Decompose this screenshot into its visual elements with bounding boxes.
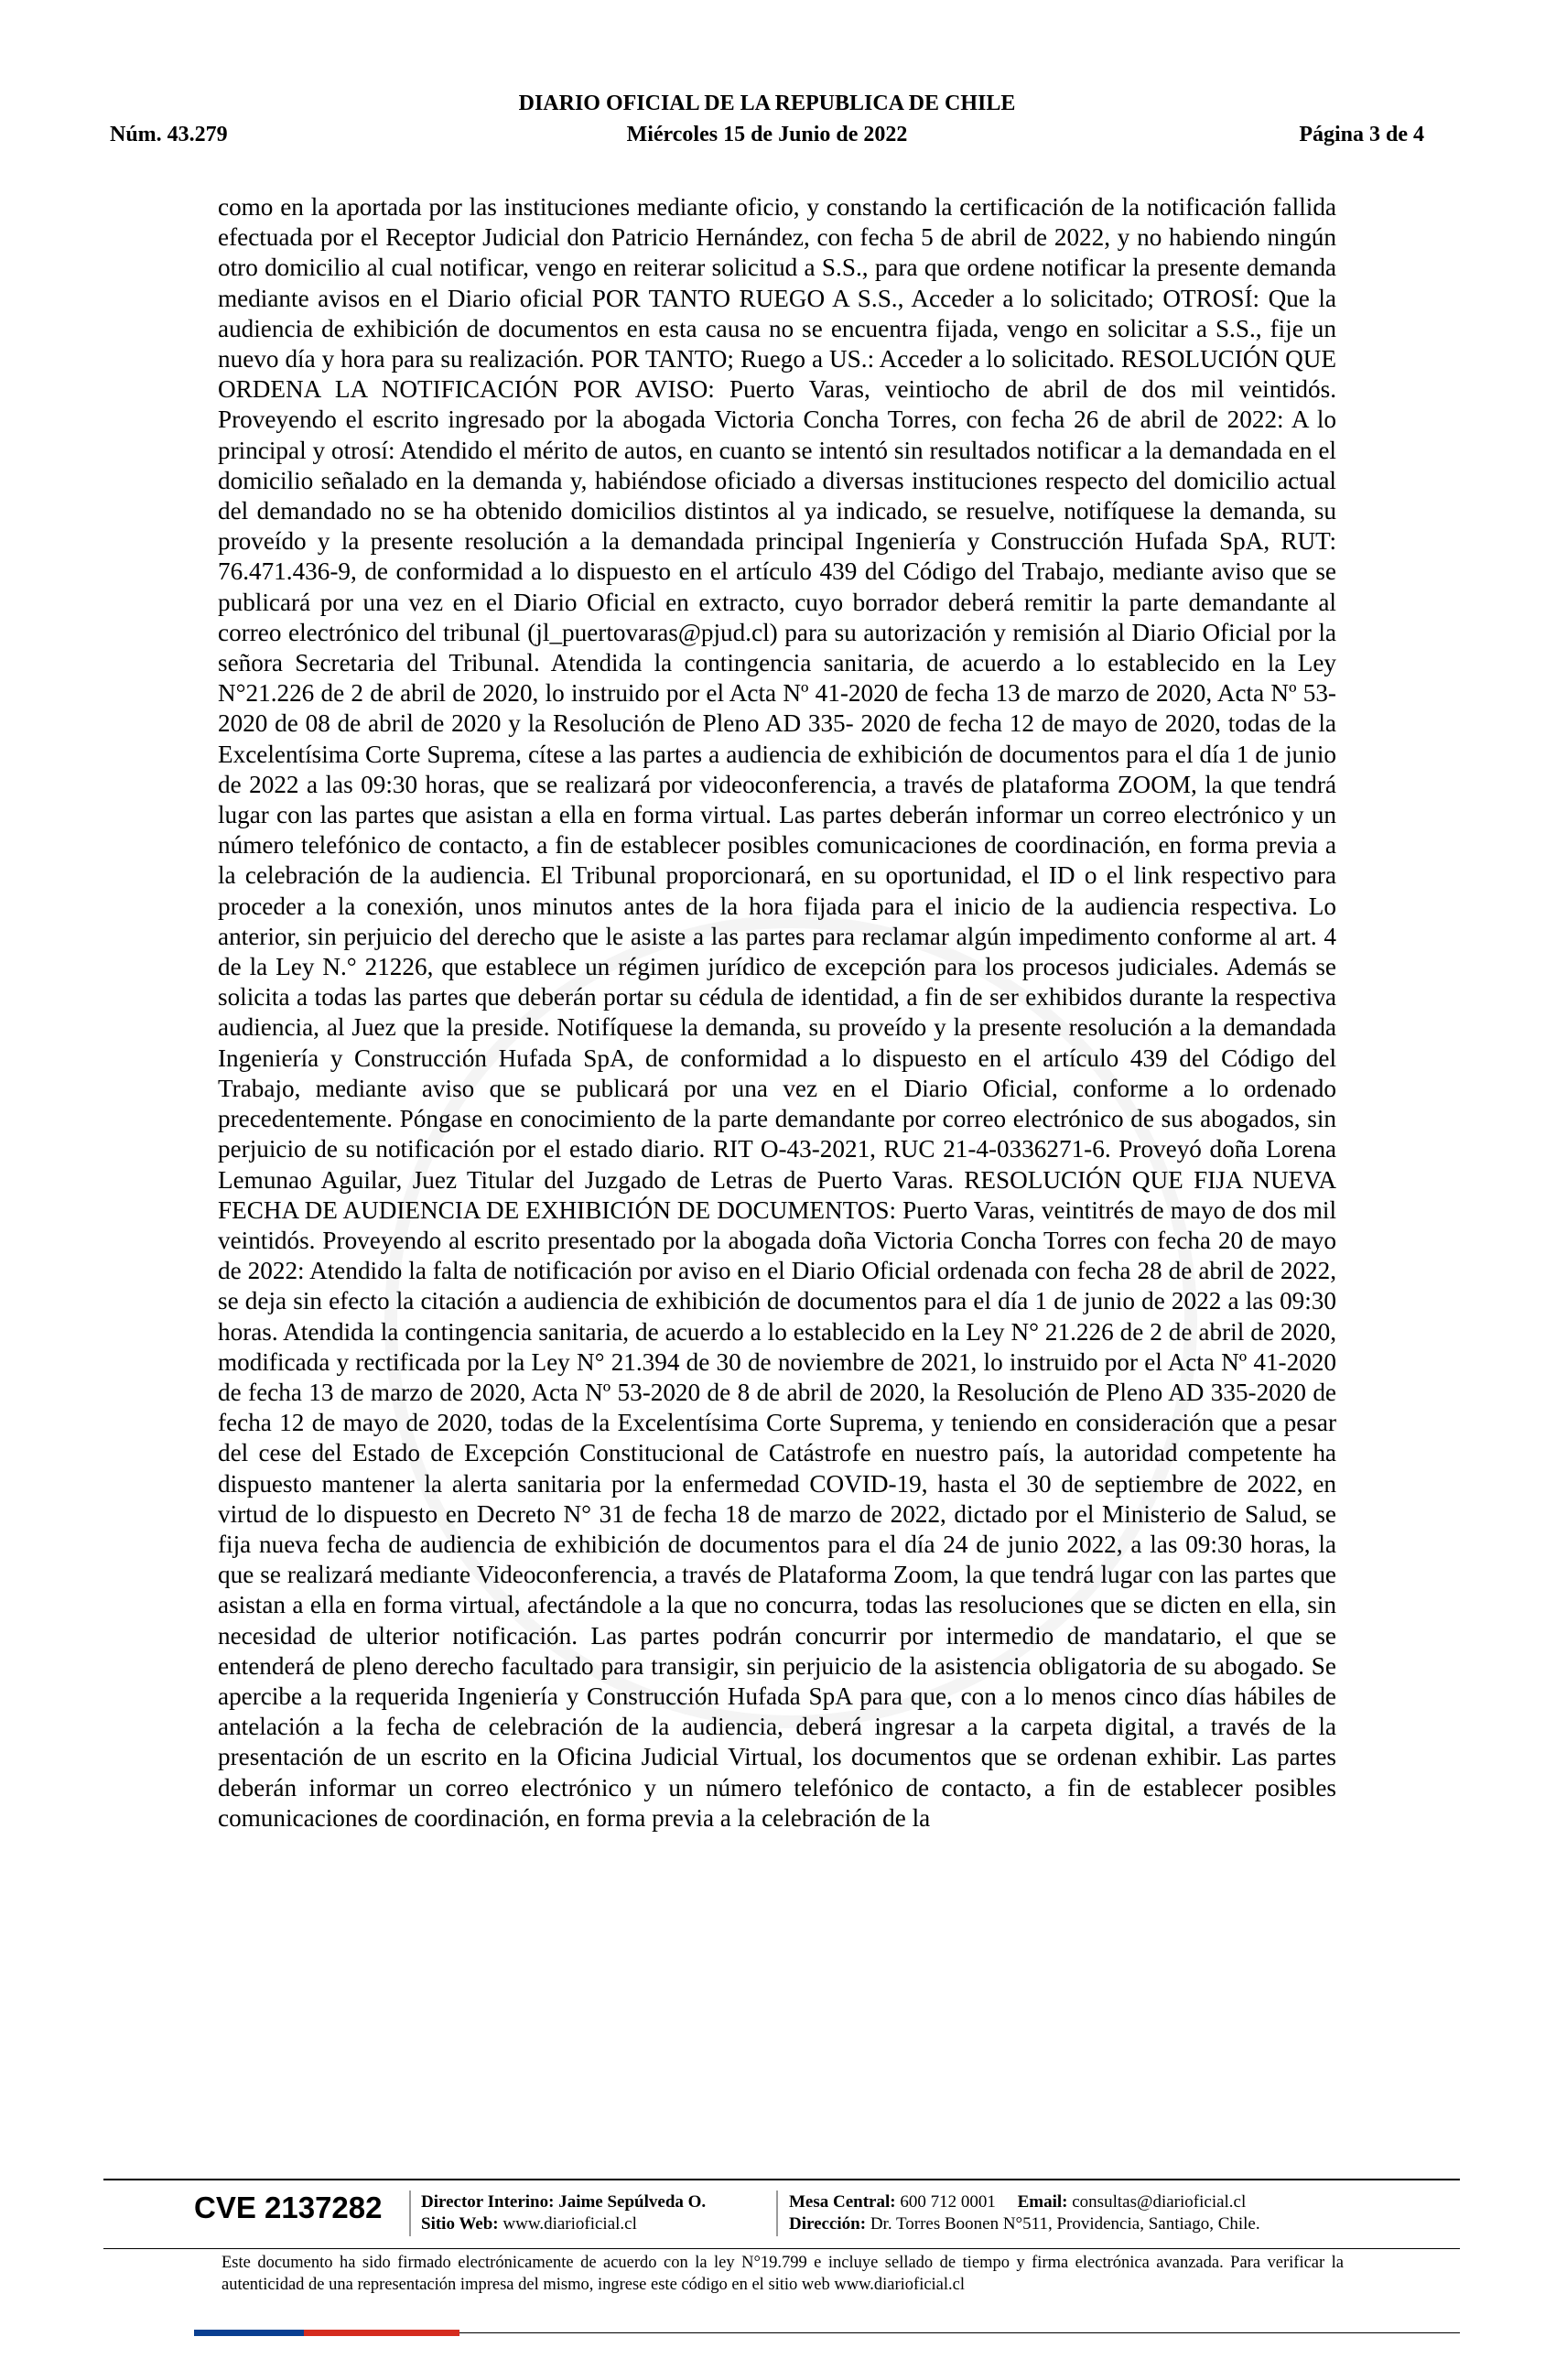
footer-director-info [421,2191,706,2235]
flag-red-stripe [304,2330,459,2336]
document-body-text: como en la aportada por las instituciones mediante oficio, y constando la certificación de la notificación fallida efectuada por el Receptor Judicial don Patricio Hernández, con fecha 5 de abril de 2022, y no habiendo ningún otro domicilio al cual notificar, vengo en reiterar solicitud a S.S., para que ordene notificar la presente demanda mediante avisos en el Diario oficial POR TANTO RUEGO A S.S., Acceder a lo solicitado; OTROSÍ: Que la audiencia de exhibición de documentos en esta causa no se encuentra fijada, vengo en solicitar a S.S., fije un nuevo día y hora para su realización. POR TANTO; Ruego a US.: Acceder a lo solicitado. RESOLUCIÓN QUE ORDENA LA NOTIFICACIÓN POR AVISO: Puerto Varas, veintiocho de abril de dos mil veintidós. Proveyendo el escrito ingresado por la abogada Victoria Concha Torres, con fecha 26 de abril de 2022: A lo principal y otrosí: Atendido el mérito de autos, en cuanto se intentó sin resultados notificar a la demandada en el domicilio señalado en la demanda y, habiéndose oficiado a diversas instituciones respecto del domicilio actual del demandado no se ha obtenido domicilios distintos al ya indicado, se resuelve, notifíquese la demanda, su proveído y la presente resolución a la demandada principal Ingeniería y Construcción Hufada SpA, RUT: 76.471.436-9, de conformidad a lo dispuesto en el artículo 439 del Código del Trabajo, mediante aviso que se publicará por una vez en el Diario Oficial en extracto, cuyo borrador deberá remitir la parte demandante al correo electrónico del tribunal (jl_puertovaras@pjud.cl) para su autorización y remisión al Diario Oficial por la señora Secretaria del Tribunal. Atendida la contingencia sanitaria, de acuerdo a lo establecido en la Ley N°21.226 de 2 de abril de 2020, lo instruido por el Acta Nº 41-2020 de fecha 13 de marzo de 2020, Acta Nº 53-2020 de 08 de abril de 2020 y la Resolución de Pleno AD 335- 2020 de fecha 12 de mayo de 2020, todas de la Excelentísima Corte Suprema, cítese a las partes a audiencia de exhibición de documentos para el día 1 de junio de 2022 a las 09:30 horas, que se realizará por videoconferencia, a través de plataforma ZOOM, la que tendrá lugar con las partes que asistan a ella en forma virtual. Las partes deberán informar un correo electrónico y un número telefónico de contacto, a fin de establecer posibles comunicaciones de coordinación, en forma previa a la celebración de la audiencia. El Tribunal proporcionará, en su oportunidad, el ID o el link respectivo para proceder a la conexión, unos minutos antes de la hora fijada para el inicio de la audiencia respectiva. Lo anterior, sin perjuicio del derecho que le asiste a las partes para reclamar algún impedimento conforme al art. 4 de la Ley N.° 21226, que establece un régimen jurídico de excepción para los procesos judiciales. Además se solicita a todas las partes que deberán portar su cédula de identidad, a fin de ser exhibidos durante la respectiva audiencia, al Juez que la preside. Notifíquese la demanda, su proveído y la presente resolución a la demandada Ingeniería y Construcción Hufada SpA, de conformidad a lo dispuesto en el artículo 439 del Código del Trabajo, mediante aviso que se publicará por una vez en el Diario Oficial, conforme a lo ordenado precedentemente. Póngase en conocimiento de la parte demandante por correo electrónico de sus abogados, sin perjuicio de su notificación por el estado diario. RIT O-43-2021, RUC 21-4-0336271-6. Proveyó doña Lorena Lemunao Aguilar, Juez Titular del Juzgado de Letras de Puerto Varas. RESOLUCIÓN QUE FIJA NUEVA FECHA DE AUDIENCIA DE EXHIBICIÓN DE DOCUMENTOS: Puerto Varas, veintitrés de mayo de dos mil veintidós. Proveyendo al escrito presentado por la abogada doña Victoria Concha Torres con fecha 20 de mayo de 2022: Atendido la falta de notificación por aviso en el Diario Oficial ordenada con fecha 28 de abril de 2022, se deja sin efecto la citación a audiencia de exhibición de documentos para el día 1 de junio de 2022 a las 09:30 horas. Atendida la contingencia sanitaria, de acuerdo a lo establecido en la Ley N° 21.226 de 2 de abril de 2020, modificada y rectificada por la Ley N° 21.394 de 30 de noviembre de 2021, lo instruido por el Acta Nº 41-2020 de fecha 13 de marzo de 2020, Acta Nº 53-2020 de 8 de abril de 2020, la Resolución de Pleno AD 335-2020 de fecha 12 de mayo de 2020, todas de la Excelentísima Corte Suprema, y teniendo en consideración que a pesar del cese del Estado de Excepción Constitucional de Catástrofe en nuestro país, la autoridad competente ha dispuesto mantener la alerta sanitaria por la enfermedad COVID-19, hasta el 30 de septiembre de 2022, en virtud de lo dispuesto en Decreto N° 31 de fecha 18 de marzo de 2022, dictado por el Ministerio de Salud, se fija nueva fecha de audiencia de exhibición de documentos para el día 24 de junio 2022, a las 09:30 horas, la que se realizará mediante Videoconferencia, a través de Plataforma Zoom, la que tendrá lugar con las partes que asistan a ella en forma virtual, afectándole a la que no concurra, todas las resoluciones que se dicten en ella, sin necesidad de ulterior notificación. Las partes podrán concurrir por intermedio de mandatario, el que se entenderá de pleno derecho facultado para transigir, sin perjuicio de la asistencia obligatoria de su abogado. Se apercibe a la requerida Ingeniería y Construcción Hufada SpA para que, con a lo menos cinco días hábiles de antelación a la fecha de celebración de la audiencia, deberá ingresar a la carpeta digital, a través de la presentación de un escrito en la Oficina Judicial Virtual, los documentos que se ordenan exhibir. Las partes deberán informar un correo electrónico y un número telefónico de contacto, a fin de establecer posibles comunicaciones de coordinación, en forma previa a la celebración de la [218,193,1336,1832]
page-header [110,92,1424,152]
web-label: Sitio Web: [421,2214,499,2234]
email-label: Email: [1017,2192,1068,2212]
footer-separator [409,2191,411,2236]
web-link[interactable]: www.diarioficial.cl [502,2214,637,2234]
footer-contact-info [789,2191,1260,2235]
publication-date: Miércoles 15 de Junio de 2022 [626,123,908,146]
flag-blue-stripe [194,2330,304,2336]
address-label: Dirección: [789,2214,867,2234]
director-name: Jaime Sepúlveda O. [558,2192,707,2212]
issue-number: Núm. 43.279 [110,123,228,146]
phone-value: 600 712 0001 [900,2192,996,2212]
page-number: Página 3 de 4 [1299,123,1424,146]
address-value: Dr. Torres Boonen N°511, Providencia, Santiago, Chile. [870,2214,1260,2234]
signature-note: Este documento ha sido firmado electrónicamente de acuerdo con la ley N°19.799 e incluye sellado de tiempo y firma electrónica avanzada. Para verificar la autenticidad de una representación impresa del mismo, ingrese este código en el sitio web www.diarioficial.cl [222,2254,1344,2294]
cve-code: CVE 2137282 [194,2191,383,2224]
email-link[interactable]: consultas@diarioficial.cl [1072,2192,1247,2212]
footer-bottom-rule [459,2332,1460,2333]
chile-flag-stripe [194,2330,459,2336]
footer-separator-2 [776,2191,778,2236]
footer-top-rule [103,2179,1460,2180]
footer-middle-rule [103,2248,1460,2249]
director-label: Director Interino: [421,2192,555,2212]
publication-title: DIARIO OFICIAL DE LA REPUBLICA DE CHILE [518,92,1016,115]
phone-label: Mesa Central: [789,2192,896,2212]
